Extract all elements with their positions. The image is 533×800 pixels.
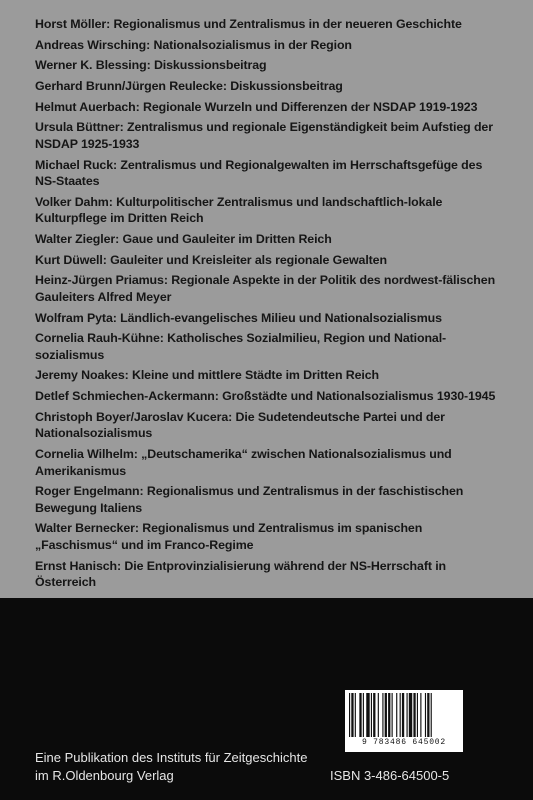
isbn-number: ISBN 3-486-64500-5 — [330, 768, 450, 783]
barcode-digits: 9 783486 645002 — [361, 738, 446, 747]
contents-entry: Wolfram Pyta: Ländlich-evangelisches Milieu und Nationalsozialismus — [35, 310, 442, 325]
contents-entry: Ursula Büttner: Zentralismus und regionale Eigenständigkeit beim Aufstieg der NSDAP 1925-1933 — [35, 120, 493, 151]
contents-list — [35, 16, 505, 595]
contents-entry: Volker Dahm: Kulturpolitischer Zentralismus und landschaftlich-lokale Kulturpflege im Dritten Reich — [35, 194, 443, 226]
barcode-bars — [349, 693, 459, 737]
contents-entry: Heinz-Jürgen Priamus: Regionale Aspekte in der Politik des nordwest-fälischen Gauleiters Alfred Meyer — [35, 273, 496, 304]
contents-entry: Jeremy Noakes: Kleine und mittlere Städte im Dritten Reich — [35, 368, 379, 383]
contents-entry: Walter Ziegler: Gaue und Gauleiter im Dritten Reich — [35, 232, 332, 246]
contents-entry: Helmut Auerbach: Regionale Wurzeln und Differenzen der NSDAP 1919-1923 — [35, 99, 478, 114]
contents-entry: Andreas Wirsching: Nationalsozialismus in der Region — [35, 37, 352, 52]
publisher-note — [35, 749, 307, 785]
contents-entry: Roger Engelmann: Regionalismus und Zentralismus in der faschistischen Bewegung Italiens — [35, 484, 464, 515]
contents-entry: Michael Ruck: Zentralismus und Regionalgewalten im Herrschaftsgefüge des NS-Staates — [35, 157, 483, 189]
contents-entry: Christoph Boyer/Jaroslav Kucera: Die Sudetendeutsche Partei und der Nationalsozialismus — [35, 409, 445, 441]
contents-entry: Kurt Düwell: Gauleiter und Kreisleiter als regionale Gewalten — [35, 252, 387, 267]
contents-entry: Gerhard Brunn/Jürgen Reulecke: Diskussionsbeitrag — [35, 79, 343, 94]
isbn-barcode — [345, 690, 463, 752]
contents-entry: Detlef Schmiechen-Ackermann: Großstädte und Nationalsozialismus 1930-1945 — [35, 389, 496, 404]
contents-entry: Werner K. Blessing: Diskussionsbeitrag — [35, 58, 267, 73]
contents-entry: Cornelia Wilhelm: „Deutschamerika“ zwischen Nationalsozialismus und Amerikanismus — [35, 447, 452, 478]
contents-entry: Walter Bernecker: Regionalismus und Zentralismus im spanischen „Faschismus“ und im Franco-Regime — [35, 521, 423, 552]
publisher-line-1: Eine Publikation des Instituts für Zeitgeschichte — [35, 750, 308, 765]
contents-entry: Ernst Hanisch: Die Entprovinzialisierung während der NS-Herrschaft in Österreich — [35, 558, 447, 590]
contents-entry: Cornelia Rauh-Kühne: Katholisches Sozialmilieu, Region und National-sozialismus — [35, 331, 447, 362]
publisher-line-2: im R.Oldenbourg Verlag — [35, 768, 174, 783]
contents-entry: Horst Möller: Regionalismus und Zentralismus in der neueren Geschichte — [35, 17, 462, 31]
